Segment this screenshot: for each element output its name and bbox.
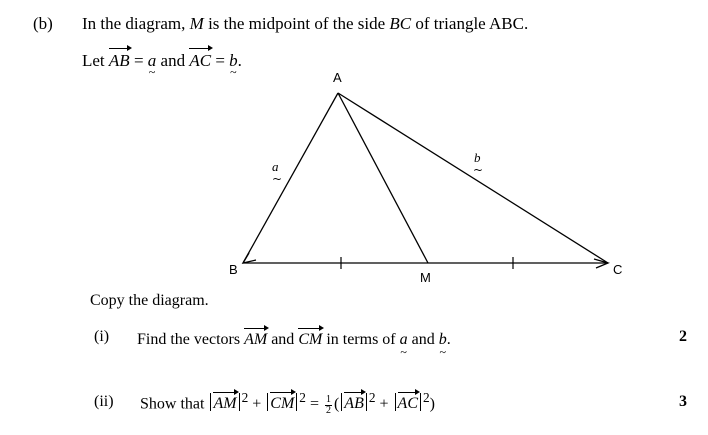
side-a-tilde: ~ xyxy=(272,172,283,186)
q1-and2: and xyxy=(407,331,439,348)
side-b-tilde: ~ xyxy=(473,163,484,177)
q2-show: Show that xyxy=(140,395,209,413)
question-ii-text xyxy=(140,390,435,416)
q2-vector-cm: CM xyxy=(270,392,294,413)
vertex-b-label: B xyxy=(229,262,238,277)
q1-period: . xyxy=(446,331,451,348)
arrow-at-b xyxy=(243,253,256,263)
q1-var-b: b ~ xyxy=(439,331,447,349)
vector-ac: AC xyxy=(189,48,211,71)
vertex-a-label: A xyxy=(333,70,342,85)
q2-sq-2: 2 xyxy=(299,390,306,405)
question-ii-marks: 3 xyxy=(679,393,687,410)
side-b-label: b xyxy=(474,150,481,165)
q2-plus-2: + xyxy=(375,395,393,413)
intro-m: M xyxy=(189,14,204,33)
q2-lparen: ( xyxy=(333,395,340,413)
q2-sq-4: 2 xyxy=(423,390,430,405)
intro-t1: In the diagram, xyxy=(82,14,190,33)
q2-vector-ab: AB xyxy=(344,392,364,413)
abs-bar xyxy=(420,393,421,411)
vector-ab: AB xyxy=(109,48,130,71)
q2-plus-1: + xyxy=(248,395,266,413)
copy-instruction: Copy the diagram. xyxy=(90,292,209,309)
q2-sq-1: 2 xyxy=(241,390,249,405)
abs-bar xyxy=(296,393,297,411)
half-num: 1 xyxy=(325,394,331,406)
let-period: . xyxy=(237,51,242,70)
abs-bar xyxy=(366,393,367,411)
half-den: 2 xyxy=(325,405,331,417)
midpoint-m-label: M xyxy=(420,270,431,285)
let-word: Let xyxy=(82,51,109,70)
abs-bar xyxy=(267,393,268,411)
var-b: b ~ xyxy=(229,51,238,71)
q2-equals: = xyxy=(305,395,323,413)
half-fraction xyxy=(325,395,332,416)
q1-and: and xyxy=(267,331,299,348)
equals-2: = xyxy=(211,51,230,70)
question-i-marks: 2 xyxy=(679,328,687,345)
question-ii-number: (ii) xyxy=(94,393,114,410)
abs-bar xyxy=(210,393,211,411)
question-i-text xyxy=(137,328,451,349)
q2-rparen: ) xyxy=(429,395,435,413)
and-word: and xyxy=(156,51,190,70)
abs-bar xyxy=(239,393,240,411)
side-ab xyxy=(243,93,338,263)
median-am xyxy=(338,93,428,263)
q1-var-a: a ~ xyxy=(400,331,408,349)
equals-1: = xyxy=(129,51,148,70)
q1-t1: Find the vectors xyxy=(137,331,245,348)
abs-bar xyxy=(395,393,396,411)
part-label: (b) xyxy=(33,14,53,33)
q2-vector-am: AM xyxy=(213,392,236,413)
intro-t3: of triangle ABC. xyxy=(411,14,529,33)
vector-cm: CM xyxy=(298,328,322,349)
q2-vector-ac: AC xyxy=(398,392,418,413)
side-a-label: a xyxy=(272,159,279,174)
intro-bc: BC xyxy=(389,14,412,33)
question-i-number: (i) xyxy=(94,328,110,345)
vector-am: AM xyxy=(244,328,267,349)
side-ac xyxy=(338,93,608,263)
var-a: a ~ xyxy=(148,51,157,71)
vertex-c-label: C xyxy=(613,262,623,277)
abs-bar xyxy=(341,393,342,411)
q2-sq-3: 2 xyxy=(368,390,376,405)
intro-t2: is the midpoint of the side xyxy=(203,14,390,33)
q1-t2: in terms of xyxy=(322,331,400,348)
